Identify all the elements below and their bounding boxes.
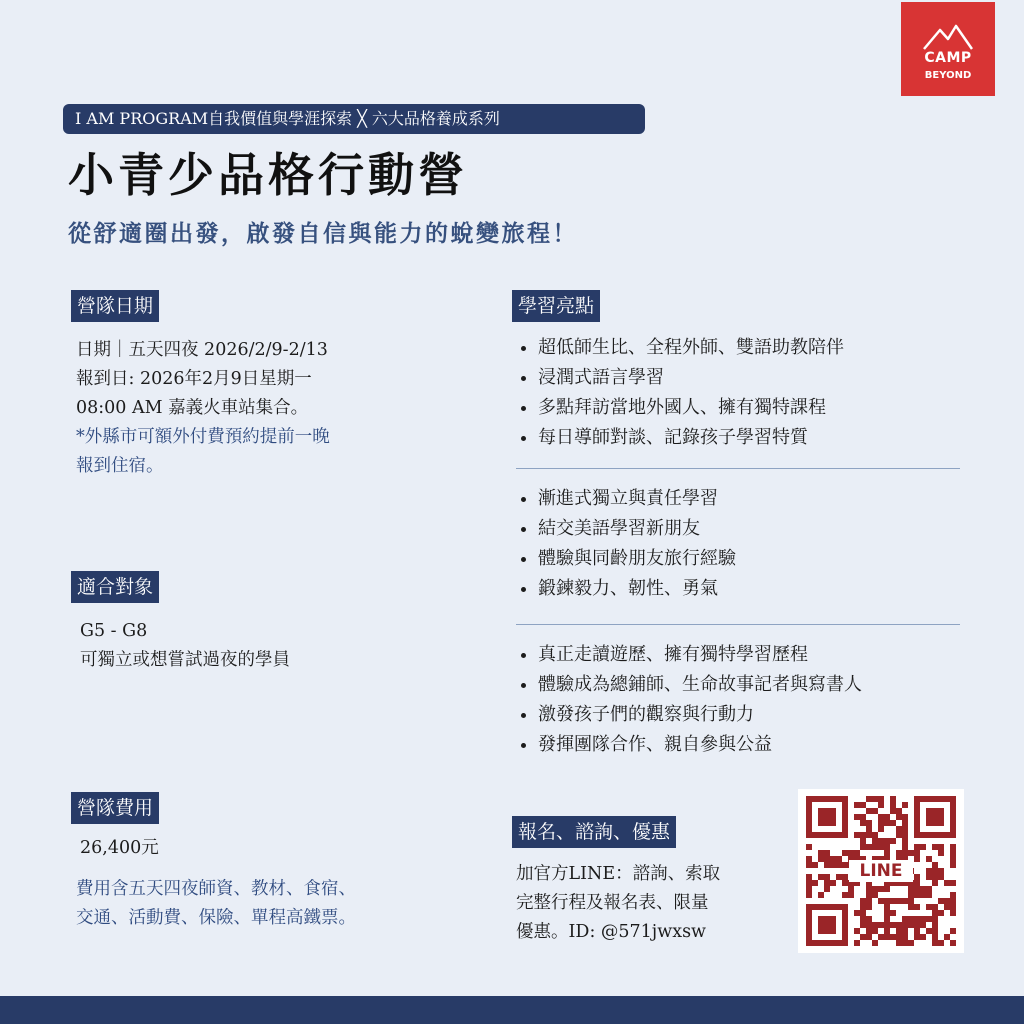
list-item: 鍛鍊毅力、韌性、勇氣 [516,574,736,604]
dates-line-1: 日期｜五天四夜 2026/2/9-2/13 [76,340,328,360]
page-title: 小青少品格行動營 [68,148,468,202]
list-item: 結交美語學習新朋友 [516,514,736,544]
list-item: 多點拜訪當地外國人、擁有獨特課程 [516,393,844,423]
dates-line-3: 08:00 AM 嘉義火車站集合。 [76,398,309,418]
list-item: 體驗成為總鋪師、生命故事記者與寫書人 [516,670,862,700]
highlights-group-1 [516,333,844,453]
line-badge: LINE [849,860,913,882]
dates-note-1: *外縣市可額外付費預約提前一晚 [76,427,330,447]
list-item: 超低師生比、全程外師、雙語助教陪伴 [516,333,844,363]
audience-line-1: G5 - G8 [80,621,148,641]
logo-text-beyond: BEYOND [924,70,972,81]
page-subtitle: 從舒適圈出發，啟發自信與能力的蛻變旅程！ [68,220,578,247]
list-item: 漸進式獨立與責任學習 [516,484,736,514]
camp-beyond-logo [901,2,995,96]
series-tag: I AM PROGRAM自我價值與學涯探索 ╳ 六大品格養成系列 [63,104,645,134]
dates-line-2: 報到日: 2026年2月9日星期一 [76,369,312,389]
fee-note-2: 交通、活動費、保險、單程高鐵票。 [76,908,356,928]
highlights-group-2 [516,484,736,604]
list-item: 每日導師對談、記錄孩子學習特質 [516,423,844,453]
list-item: 激發孩子們的觀察與行動力 [516,700,862,730]
divider [516,624,960,625]
mountain-icon [923,24,973,50]
bottom-bar [0,996,1024,1024]
fee-label: 營隊費用 [71,792,159,824]
highlights-group-3 [516,640,862,760]
list-item: 浸潤式語言學習 [516,363,844,393]
fee-note-1: 費用含五天四夜師資、教材、食宿、 [76,879,356,899]
list-item: 發揮團隊合作、親自參與公益 [516,730,862,760]
signup-line-2: 完整行程及報名表、限量 [516,893,709,913]
dates-note-2: 報到住宿。 [76,456,164,476]
line-qr-code[interactable] [798,789,964,953]
highlights-label: 學習亮點 [512,290,600,322]
signup-line-3: 優惠。ID: @571jwxsw [516,922,707,942]
signup-line-1: 加官方LINE：諮詢、索取 [516,864,721,884]
signup-label: 報名、諮詢、優惠 [512,816,676,848]
audience-label: 適合對象 [71,571,159,603]
list-item: 體驗與同齡朋友旅行經驗 [516,544,736,574]
fee-amount: 26,400元 [80,838,159,858]
list-item: 真正走讀遊歷、擁有獨特學習歷程 [516,640,862,670]
divider [516,468,960,469]
logo-text-camp: CAMP [924,50,972,66]
dates-label: 營隊日期 [71,290,159,322]
audience-line-2: 可獨立或想嘗試過夜的學員 [80,650,290,670]
